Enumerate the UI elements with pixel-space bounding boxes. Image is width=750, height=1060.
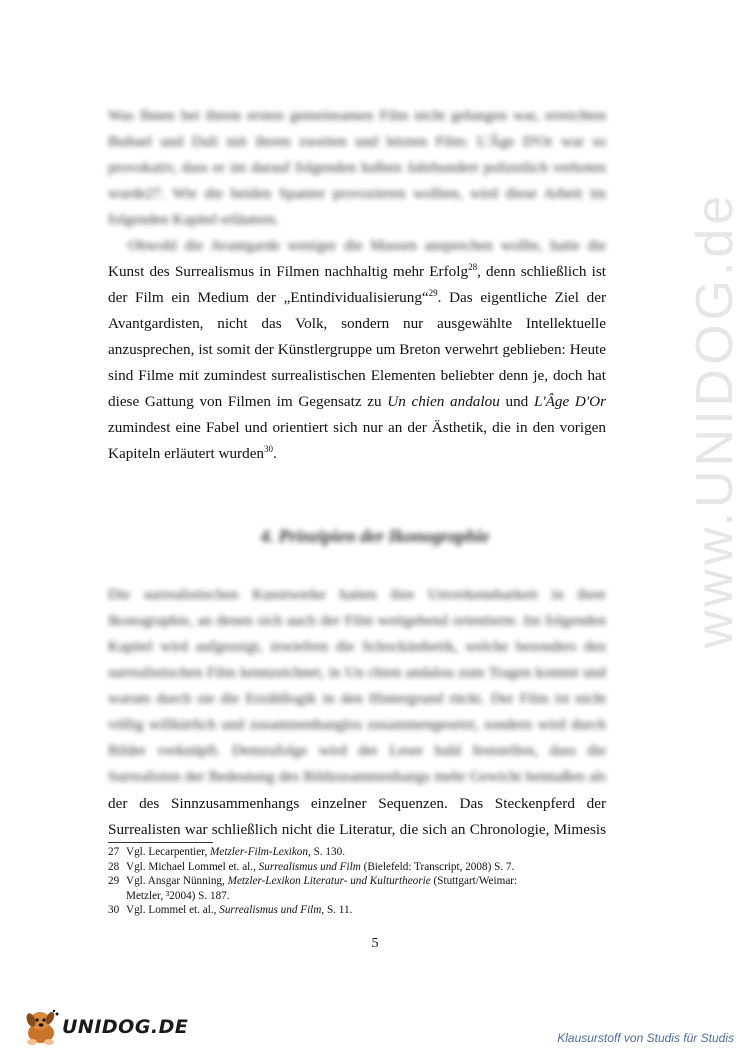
footnote-ref[interactable]: 28 [468,262,478,272]
chapter-heading: 4. Prinzipien der Ikonographie [260,526,490,546]
text-line: Surrealisten der Bedeutung des Bildzusammenhangs mehr Gewicht beimaßen als [108,768,606,785]
footnote-text: Vgl. Michael Lommel et. al., Surrealismus und Film (Bielefeld: Transcript, 2008) S. 7. [126,860,515,873]
watermark: www.UNIDOG.de [686,191,744,649]
text-line: anzusprechen, ist somit der Künstlergruppe um Breton verwehrt geblieben: Heute [108,341,606,358]
footnote-number: 30 [108,904,120,917]
bottom-paragraph [108,791,606,843]
text-line: provokativ, dass er im darauf folgenden halben Jahrhundert polizeilich verboten [108,159,606,176]
text-line: Kapiteln erläutert wurden$^{30}$. [108,444,277,462]
footnote-number: 28 [108,860,120,873]
main-paragraph [108,259,606,467]
footnote-text: Vgl. Lommel et. al., Surrealismus und Film, S. 11. [126,904,353,917]
film-title: L'Âge D'Or [533,393,607,410]
text-line: folgenden Kapitel erläutern. [108,211,279,228]
text-line: der Film ein Medium der „Entindividualisierung“$^{29}$. Das eigentliche Ziel der [108,288,607,306]
blurred-text-top [108,103,606,259]
text-line: warum durch sie die Erzähllogik in den Hintergrund rückt. Der Film ist nicht [108,690,606,707]
blurred-text-bottom [108,582,606,790]
text-line: wurde27. Wie die beiden Spanier provozieren wollten, wird diese Arbeit im [108,185,606,202]
footer-tagline: Klausurstoff von Studis für Studis [557,1031,734,1045]
text-line: Kunst des Surrealismus in Filmen nachhaltig mehr Erfolg$^{28}$, denn schließlich ist [108,262,606,280]
footnote-divider [108,842,213,843]
page-number: 5 [371,936,379,951]
footnote [108,903,606,918]
footnotes [108,845,606,918]
footnote [108,860,606,875]
text-line: sind Filme mit zumindest surrealistischen Elementen beliebter denn je, doch hat [108,367,606,384]
dog-mascot-icon [20,1008,60,1046]
footnote-number: 29 [108,875,120,888]
text-line: Bilder verknüpft. Demzufolge wird der Leser bald feststellen, dass die [108,742,606,759]
footnote-text: Vgl. Lecarpentier, Metzler-Film-Lexikon, S. 130. [126,846,345,858]
footnote-ref[interactable]: 30 [264,444,274,454]
footnote [108,845,606,860]
logo-text: UNIDOG.DE [62,1016,189,1038]
text-line: der des Sinnzusammenhangs einzelner Sequenzen. Das Steckenpferd der [108,795,606,812]
footnote-text: Vgl. Ansgar Nünning, Metzler-Lexikon Literatur- und Kulturtheorie (Stuttgart/Weimar: Metzler, ³2004) S. 187. [126,875,518,902]
text-line: diese Gattung von Filmen im Gegensatz zu Un chien andalou und L'Âge D'Or [108,393,607,410]
film-title: Un chien andalou [387,393,500,410]
footnote [108,874,606,903]
footnote-ref[interactable]: 29 [428,288,438,298]
text-line: Kapitel wird aufgezeigt, inwiefern die Schockästhetik, welche besonders den [108,638,606,655]
text-line: Surrealisten war schließlich nicht die Literatur, die sich an Chronologie, Mimesis [108,821,606,838]
text-line: völlig willkürlich und zusammenhanglos zusammengesetzt, sondern wird durch [108,716,606,733]
text-line: Buñuel und Dalí mit ihrem zweiten und letzten Film: L'Âge D'Or war so [108,133,606,150]
footnote-number: 27 [108,846,120,858]
text-line: Ikonographie, an denen sich auch der Film weitgehend orientierte. Im folgenden [108,612,606,629]
text-line: Was Ihnen bei ihrem ersten gemeinsamen Film nicht gelungen war, erreichten [108,107,606,124]
text-line: Avantgardisten, nicht das Volk, sondern nur ausgewählte Intellektuelle [108,315,606,332]
text-line: Die surrealistischen Kunstwerke hatten ihre Unverkennbarkeit in ihrer [108,586,606,603]
text-line: surrealistischen Film kennzeichnet, in Un chien andalou zum Tragen kommt und [108,664,606,681]
text-line: Obwohl die Avantgarde weniger die Massen ansprechen wollte, hatte die [128,237,606,254]
text-line: zumindest eine Fabel und orientiert sich nur an der Ästhetik, die in den vorigen [108,419,606,436]
unidog-logo[interactable] [20,1008,188,1046]
